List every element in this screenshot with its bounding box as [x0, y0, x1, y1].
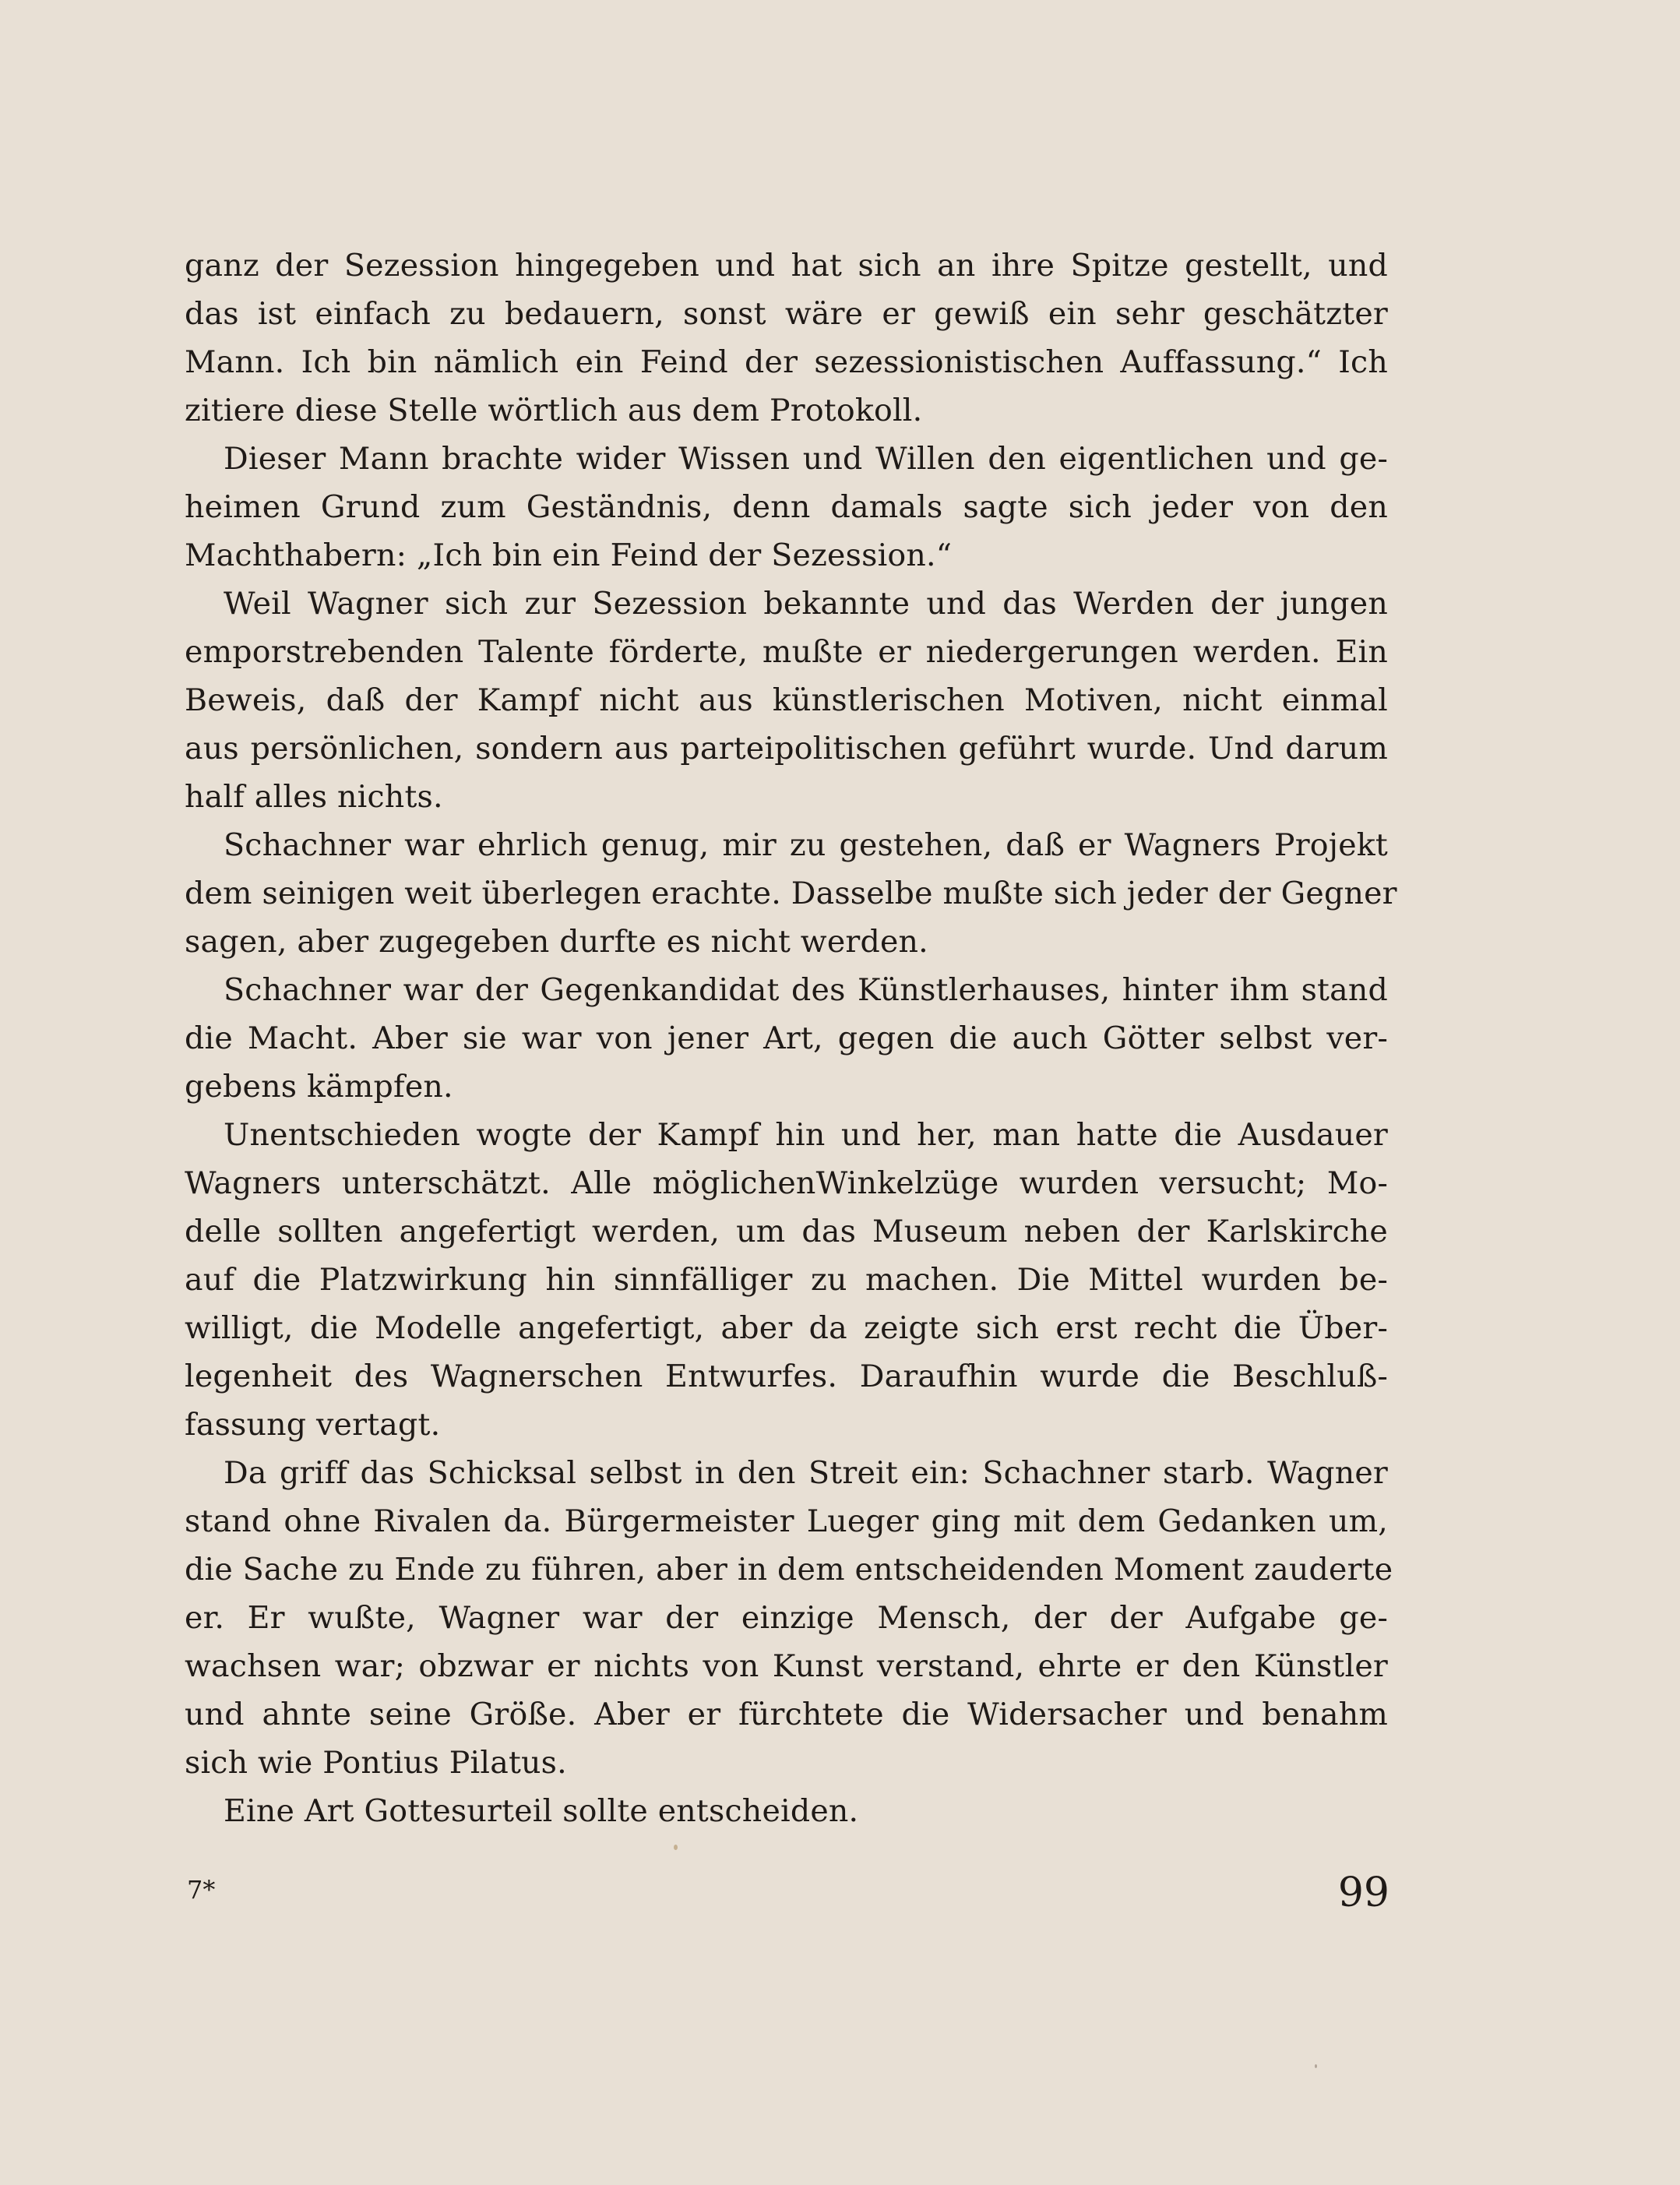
text-line: wachsen war; obzwar er nichts von Kunst verstand, ehrte er den Künstler: [185, 1648, 1388, 1684]
text-line: dem seinigen weit überlegen erachte. Dasselbe mußte sich jeder der Gegner: [185, 876, 1397, 911]
text-line: Schachner war ehrlich genug, mir zu gestehen, daß er Wagners Projekt: [224, 827, 1388, 863]
text-line: ganz der Sezession hingegeben und hat sich an ihre Spitze gestellt, und: [185, 248, 1388, 284]
text-line: zitiere diese Stelle wörtlich aus dem Protokoll.: [185, 393, 923, 428]
paragraph: [185, 435, 1388, 580]
paper-speck: [1315, 2064, 1317, 2068]
paragraph: [185, 1449, 1393, 1787]
text-line: legenheit des Wagnerschen Entwurfes. Daraufhin wurde die Beschluß-: [185, 1359, 1388, 1394]
text-line: fassung vertagt.: [185, 1407, 441, 1443]
text-line: er. Er wußte, Wagner war der einzige Mensch, der der Aufgabe ge-: [185, 1600, 1388, 1636]
signature-mark: 7*: [187, 1875, 216, 1905]
text-line: auf die Platzwirkung hin sinnfälliger zu machen. Die Mittel wurden be-: [185, 1262, 1388, 1298]
text-line: und ahnte seine Größe. Aber er fürchtete die Widersacher und benahm: [185, 1697, 1388, 1732]
paragraph: [185, 1787, 1388, 1835]
paragraph: [185, 821, 1397, 966]
text-line: aus persönlichen, sondern aus parteipolitischen geführt wurde. Und darum: [185, 731, 1388, 767]
text-line: Beweis, daß der Kampf nicht aus künstlerischen Motiven, nicht einmal: [185, 682, 1388, 718]
text-line: gebens kämpfen.: [185, 1069, 453, 1105]
text-line: willigt, die Modelle angefertigt, aber da zeigte sich erst recht die Über-: [185, 1310, 1388, 1346]
text-line: Unentschieden wogte der Kampf hin und her, man hatte die Ausdauer: [224, 1117, 1388, 1153]
text-line: die Macht. Aber sie war von jener Art, gegen die auch Götter selbst ver-: [185, 1020, 1388, 1056]
paragraph: [185, 1111, 1388, 1449]
text-line: Machthabern: „Ich bin ein Feind der Sezession.“: [185, 537, 953, 573]
text-line: delle sollten angefertigt werden, um das Museum neben der Karlskirche: [185, 1214, 1388, 1249]
text-line: Wagners unterschätzt. Alle möglichenWinkelzüge wurden versucht; Mo-: [185, 1165, 1388, 1201]
text-line: stand ohne Rivalen da. Bürgermeister Lueger ging mit dem Gedanken um,: [185, 1503, 1388, 1539]
body-text: [185, 241, 1397, 1835]
text-line: Schachner war der Gegenkandidat des Künstlerhauses, hinter ihm stand: [224, 972, 1388, 1008]
paragraph: [185, 966, 1388, 1111]
text-line: die Sache zu Ende zu führen, aber in dem entscheidenden Moment zauderte: [185, 1552, 1393, 1588]
page-number: 99: [1337, 1870, 1389, 1916]
paper-speck: [674, 1845, 678, 1850]
text-line: half alles nichts.: [185, 779, 443, 815]
text-line: Eine Art Gottesurteil sollte entscheiden.: [224, 1793, 859, 1829]
paragraph: [185, 241, 1388, 435]
text-line: Weil Wagner sich zur Sezession bekannte und das Werden der jungen: [224, 586, 1388, 622]
text-line: Dieser Mann brachte wider Wissen und Willen den eigentlichen und ge-: [224, 441, 1388, 477]
text-line: Mann. Ich bin nämlich ein Feind der sezessionistischen Auffassung.“ Ich: [185, 344, 1388, 380]
text-line: das ist einfach zu bedauern, sonst wäre er gewiß ein sehr geschätzter: [185, 296, 1388, 332]
paragraph: [185, 580, 1388, 821]
text-line: Da griff das Schicksal selbst in den Streit ein: Schachner starb. Wagner: [224, 1455, 1388, 1491]
text-line: sich wie Pontius Pilatus.: [185, 1745, 567, 1781]
text-line: heimen Grund zum Geständnis, denn damals sagte sich jeder von den: [185, 489, 1388, 525]
text-line: sagen, aber zugegeben durfte es nicht werden.: [185, 924, 928, 960]
text-line: emporstrebenden Talente förderte, mußte er niedergerungen werden. Ein: [185, 634, 1388, 670]
